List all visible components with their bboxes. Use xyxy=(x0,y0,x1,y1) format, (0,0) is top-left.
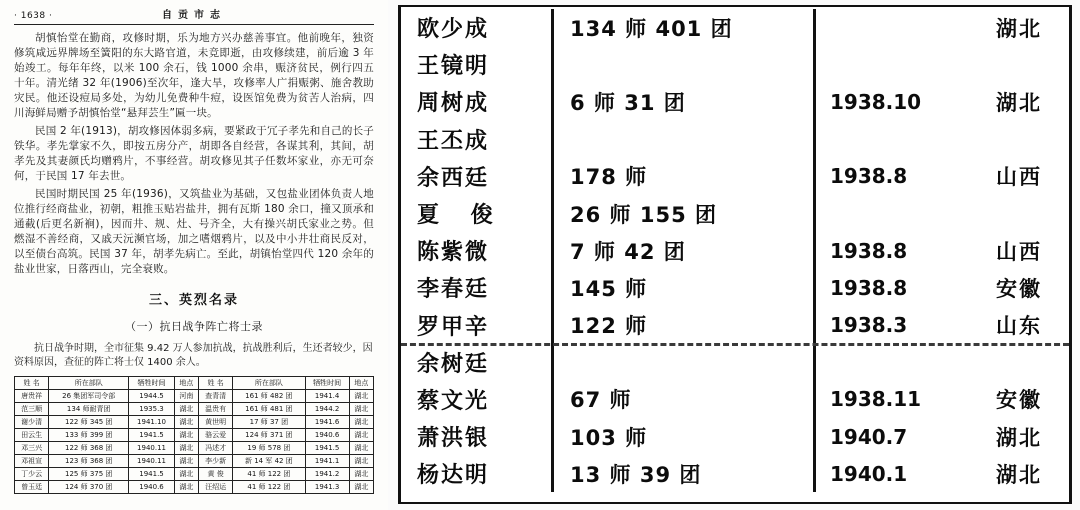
military-unit: 6 师 31 团 xyxy=(551,83,816,120)
table-cell: 124 师 371 团 xyxy=(233,429,305,442)
death-place: 湖北 xyxy=(996,90,1042,115)
section-note xyxy=(14,342,374,370)
table-cell: 范三顺 xyxy=(15,403,49,416)
table-cell: 161 师 482 团 xyxy=(233,390,305,403)
column-header: 姓 名 xyxy=(15,377,49,390)
military-unit: 134 师 401 团 xyxy=(551,9,816,46)
table-cell: 41 师 122 团 xyxy=(233,481,305,494)
paragraph: 民国 2 年(1913)，胡攻修因体弱多病，要紧政于冗子孝先和自己的长子铁华。孝先掌家不久，即按五房分产，胡即各自经营，各谋其利，其间，胡孝先及其妻颜氏均赠鸦片，不事经营。胡攻修见其子任数坏家业，亦无可奈何，于民国 17 年去世。 xyxy=(14,125,374,182)
table-row xyxy=(401,418,1069,455)
body-text xyxy=(14,31,374,277)
table-cell: 黄世明 xyxy=(199,416,233,429)
table-row xyxy=(401,381,1069,418)
table-cell: 1941.5 xyxy=(129,429,175,442)
table-frame xyxy=(398,5,1072,504)
soldier-name: 蔡文光 xyxy=(417,388,490,414)
table-cell: 唐贵祥 xyxy=(15,390,49,403)
soldier-name: 余西廷 xyxy=(417,165,490,191)
table-rows-container xyxy=(401,7,1069,502)
table-cell: 河南 xyxy=(174,390,198,403)
table-cell: 1944.5 xyxy=(129,390,175,403)
table-cell: 丁少云 xyxy=(15,468,49,481)
soldier-name: 王丕成 xyxy=(417,128,490,154)
table-cell: 湖北 xyxy=(174,455,198,468)
table-row xyxy=(15,468,374,481)
death-date: 1938.8 xyxy=(830,164,908,189)
table-cell: 湖北 xyxy=(349,416,373,429)
table-row xyxy=(401,195,1069,232)
column-header: 所在部队 xyxy=(233,377,305,390)
soldier-name: 陈紫微 xyxy=(417,240,490,266)
paragraph: 民国时期民国 25 年(1936)，又筑盐业为基础，又包盐业团体负责人地位推行经商盐业，初朝，粗推玉贴岩盐井，拥有瓦斯 180 余口，撞又顶承和通截(后更名新裥)，因而井、规、灶、号齐全，大有操兴胡氏家业之势。但燃湿不善经商，又戚天沅濒官场，加之嗜烟鸦片，以及中小井壮商民反对，以至债台高筑。民国 37 年，胡孝先病亡。至此，胡镇怡堂四代 120 余年的盐业世家，日落西山，完全衰败。 xyxy=(14,188,374,275)
table-cell: 19 师 578 团 xyxy=(233,442,305,455)
table-row xyxy=(401,158,1069,195)
table-cell: 曾玉廷 xyxy=(15,481,49,494)
table-cell: 冯述才 xyxy=(199,442,233,455)
death-date: 1938.11 xyxy=(830,387,922,412)
death-place: 山东 xyxy=(996,314,1042,339)
column-header: 所在部队 xyxy=(49,377,129,390)
table-cell: 田云生 xyxy=(15,429,49,442)
table-cell: 1941.2 xyxy=(305,468,349,481)
table-cell: 湖北 xyxy=(174,468,198,481)
table-cell: 湖北 xyxy=(349,468,373,481)
table-cell: 谢少清 xyxy=(15,416,49,429)
column-header: 姓 名 xyxy=(199,377,233,390)
table-cell: 1941.1 xyxy=(305,455,349,468)
military-unit xyxy=(551,121,816,158)
casualty-roster-table xyxy=(14,376,374,494)
death-place: 山西 xyxy=(996,165,1042,190)
soldier-name: 余树廷 xyxy=(417,351,490,377)
table-cell: 湖北 xyxy=(349,390,373,403)
military-unit: 7 师 42 团 xyxy=(551,232,816,269)
table-cell: 湖北 xyxy=(174,442,198,455)
table-cell: 1940.11 xyxy=(129,442,175,455)
table-row xyxy=(401,307,1069,344)
table-cell: 134 师耐青团 xyxy=(49,403,129,416)
table-cell: 湖北 xyxy=(349,429,373,442)
folio-number: · 1638 · xyxy=(14,11,53,21)
table-cell: 1941.3 xyxy=(305,481,349,494)
table-row xyxy=(401,455,1069,492)
table-row xyxy=(15,416,374,429)
death-date: 1940.1 xyxy=(830,461,908,486)
table-cell: 李少新 xyxy=(199,455,233,468)
soldier-name: 夏 俊 xyxy=(417,203,505,229)
soldier-name: 萧洪银 xyxy=(417,426,490,452)
table-row xyxy=(401,9,1069,46)
soldier-name: 周树成 xyxy=(417,91,490,117)
running-title: 自贡市志 xyxy=(162,10,226,21)
column-header: 地点 xyxy=(349,377,373,390)
table-cell: 湖北 xyxy=(174,481,198,494)
table-row xyxy=(15,390,374,403)
table-cell: 1935.3 xyxy=(129,403,175,416)
table-cell: 汪绍运 xyxy=(199,481,233,494)
death-date: 1938.10 xyxy=(830,89,922,114)
table-header-row xyxy=(15,377,374,390)
table-cell: 133 师 399 团 xyxy=(49,429,129,442)
table-cell: 161 师 481 团 xyxy=(233,403,305,416)
death-place: 湖北 xyxy=(996,425,1042,450)
paragraph: 胡慎怡堂在勤商，攻修时期，乐为地方兴办慈善事宜。他前晚年，独资修筑咸远界牌场至簧阳的东大路官道，未竞即逝，由攻修续建，前后逾 3 年始竣工。每年年终，以米 100 余石，钱 1000 余串，赈济贫民，例行四五十年。清光绪 32 年(1906)至次年，逢大旱，攻修率人广捐赈粥、施舍教助灾民。他还设痘局多处，为幼儿免费种牛痘，设医馆免费为贫苦人治病，四川海鲜局赠予胡慎怡堂“悬拜芸生”匾一块。 xyxy=(14,32,374,119)
death-date: 1938.8 xyxy=(830,275,908,300)
table-cell: 1941.4 xyxy=(305,390,349,403)
subsection-heading: （一）抗日战争阵亡将士录 xyxy=(125,320,263,333)
death-place: 湖北 xyxy=(996,16,1042,41)
table-cell: 122 师 345 团 xyxy=(49,416,129,429)
table-cell: 123 师 368 团 xyxy=(49,455,129,468)
soldier-name: 李春廷 xyxy=(417,277,490,303)
table-cell: 122 师 368 团 xyxy=(49,442,129,455)
column-header: 牺牲时间 xyxy=(305,377,349,390)
table-row xyxy=(401,83,1069,120)
table-cell: 新 14 军 42 团 xyxy=(233,455,305,468)
table-cell: 1944.2 xyxy=(305,403,349,416)
military-unit xyxy=(551,344,816,381)
table-cell: 温贵有 xyxy=(199,403,233,416)
table-cell: 1940.6 xyxy=(129,481,175,494)
table-cell: 1941.5 xyxy=(129,468,175,481)
military-unit: 26 师 155 团 xyxy=(551,195,816,232)
soldier-name: 王镜明 xyxy=(417,54,490,80)
table-cell: 125 师 375 团 xyxy=(49,468,129,481)
table-row xyxy=(15,429,374,442)
table-cell: 湖北 xyxy=(174,416,198,429)
table-cell: 邓祖宣 xyxy=(15,455,49,468)
table-cell: 1941.5 xyxy=(305,442,349,455)
table-cell: 湖北 xyxy=(349,481,373,494)
military-unit: 145 师 xyxy=(551,269,816,306)
table-cell: 1940.11 xyxy=(129,455,175,468)
table-cell: 124 师 370 团 xyxy=(49,481,129,494)
table-row xyxy=(15,442,374,455)
soldier-name: 杨达明 xyxy=(417,463,490,489)
section-heading: 三、英烈名录 xyxy=(148,293,239,308)
military-unit: 67 师 xyxy=(551,381,816,418)
table-cell: 湖北 xyxy=(349,403,373,416)
table-cell: 湖北 xyxy=(349,442,373,455)
note-paragraph: 抗日战争时期，全市征集 9.42 万人参加抗战，抗战胜利后，生还者较少，因资料原因，查征的阵亡将士仅 1400 余人。 xyxy=(14,343,373,368)
table-row xyxy=(15,481,374,494)
table-cell: 1941.10 xyxy=(129,416,175,429)
death-date: 1938.3 xyxy=(830,313,908,338)
military-unit: 103 师 xyxy=(551,418,816,455)
table-cell: 湖北 xyxy=(174,429,198,442)
page-header xyxy=(14,6,374,23)
table-cell: 骆云爱 xyxy=(199,429,233,442)
table-cell: 17 师 37 团 xyxy=(233,416,305,429)
soldier-name: 罗甲辛 xyxy=(417,314,490,340)
death-place: 山西 xyxy=(996,239,1042,264)
table-cell: 湖北 xyxy=(174,403,198,416)
table-cell: 查青清 xyxy=(199,390,233,403)
death-date: 1938.8 xyxy=(830,238,908,263)
table-row xyxy=(15,455,374,468)
right-table-page xyxy=(388,0,1080,510)
table-row xyxy=(401,269,1069,306)
table-row xyxy=(401,46,1069,83)
death-place: 安徽 xyxy=(996,388,1042,413)
table-cell: 1941.6 xyxy=(305,416,349,429)
column-header: 地点 xyxy=(174,377,198,390)
table-row xyxy=(401,121,1069,158)
header-rule xyxy=(14,24,374,25)
table-cell: 黄 俊 xyxy=(199,468,233,481)
table-row xyxy=(401,232,1069,269)
column-header: 牺牲时间 xyxy=(129,377,175,390)
table-row xyxy=(15,403,374,416)
left-book-page xyxy=(0,0,388,510)
table-cell: 湖北 xyxy=(349,455,373,468)
death-place: 湖北 xyxy=(996,462,1042,487)
soldier-name: 欧少成 xyxy=(417,17,490,43)
table-cell: 41 师 122 团 xyxy=(233,468,305,481)
table-cell: 邓三兴 xyxy=(15,442,49,455)
table-cell: 1940.6 xyxy=(305,429,349,442)
death-date: 1940.7 xyxy=(830,424,908,449)
military-unit: 13 师 39 团 xyxy=(551,455,816,492)
military-unit xyxy=(551,46,816,83)
military-unit: 178 师 xyxy=(551,158,816,195)
table-cell: 26 集团军司令部 xyxy=(49,390,129,403)
military-unit: 122 师 xyxy=(551,307,816,344)
death-place: 安徽 xyxy=(996,276,1042,301)
table-row xyxy=(401,344,1069,381)
